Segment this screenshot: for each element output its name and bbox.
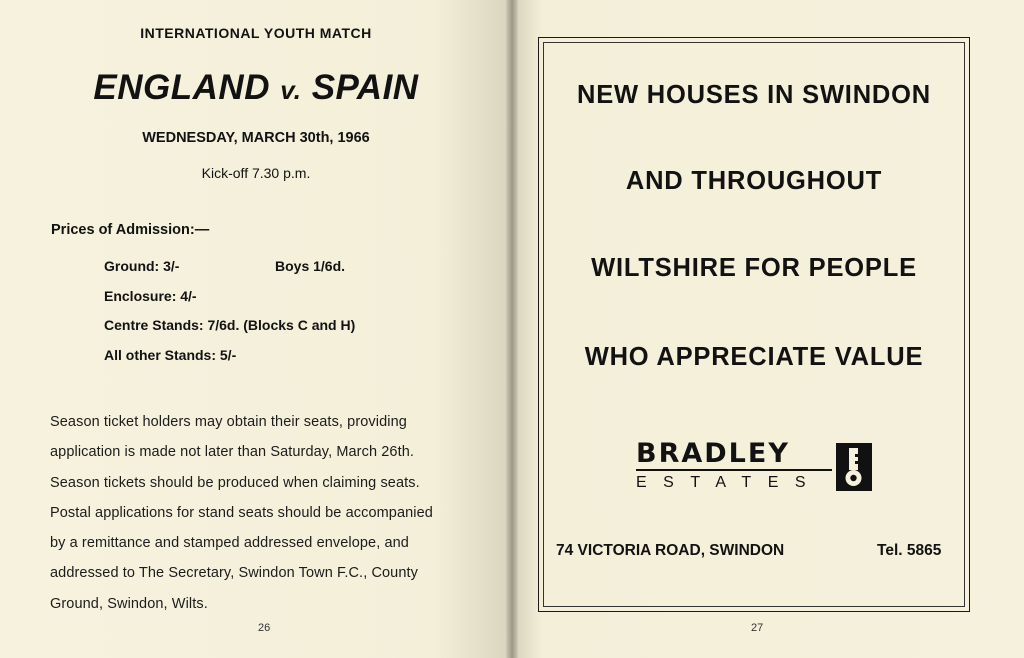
paragraph-line: Ground, Swindon, Wilts. [50, 595, 208, 612]
price-centre-stands: Centre Stands: 7/6d. (Blocks C and H) [104, 317, 356, 333]
team-england: ENGLAND [93, 68, 270, 107]
team-spain: SPAIN [311, 68, 419, 107]
kickoff-time: Kick-off 7.30 p.m. [201, 165, 311, 181]
price-ground: Ground: 3/- [104, 258, 180, 274]
ad-headline-4: WHO APPRECIATE VALUE [584, 343, 924, 371]
paragraph-line: Season ticket holders may obtain their seats, providing [50, 414, 407, 430]
key-icon [835, 442, 873, 492]
page-number-right: 27 [751, 622, 764, 634]
ad-headline-1: NEW HOUSES IN SWINDON [577, 81, 931, 109]
logo-estates: ESTATES [636, 474, 823, 491]
ad-border-inner [543, 42, 965, 607]
price-other-stands: All other Stands: 5/- [104, 347, 237, 363]
ad-headline-2: AND THROUGHOUT [625, 167, 883, 195]
paragraph-line: Season tickets should be produced when claiming seats. [50, 474, 420, 491]
ad-phone: Tel. 5865 [877, 542, 942, 559]
prices-heading: Prices of Admission:— [51, 222, 210, 238]
price-enclosure: Enclosure: 4/- [104, 288, 197, 304]
match-kicker: INTERNATIONAL YOUTH MATCH [140, 25, 372, 41]
page-number-left: 26 [258, 622, 271, 634]
season-ticket-paragraph [50, 407, 488, 619]
ad-headline-3: WILTSHIRE FOR PEOPLE [591, 254, 917, 282]
paragraph-line: application is made not later than Saturday, March 26th. [50, 444, 415, 461]
paragraph-line: by a remittance and stamped addressed envelope, and [50, 535, 409, 552]
versus: v. [280, 75, 302, 105]
paragraph-line: addressed to The Secretary, Swindon Town F.C., County [50, 565, 418, 582]
ad-address: 74 VICTORIA ROAD, SWINDON [556, 542, 785, 559]
logo-divider [636, 469, 832, 471]
paragraph-line: Postal applications for stand seats should be accompanied [50, 504, 433, 521]
match-date: WEDNESDAY, MARCH 30th, 1966 [142, 130, 370, 146]
logo-bradley: BRADLEY [636, 438, 790, 469]
match-title [0, 68, 512, 108]
price-boys: Boys 1/6d. [275, 258, 346, 274]
